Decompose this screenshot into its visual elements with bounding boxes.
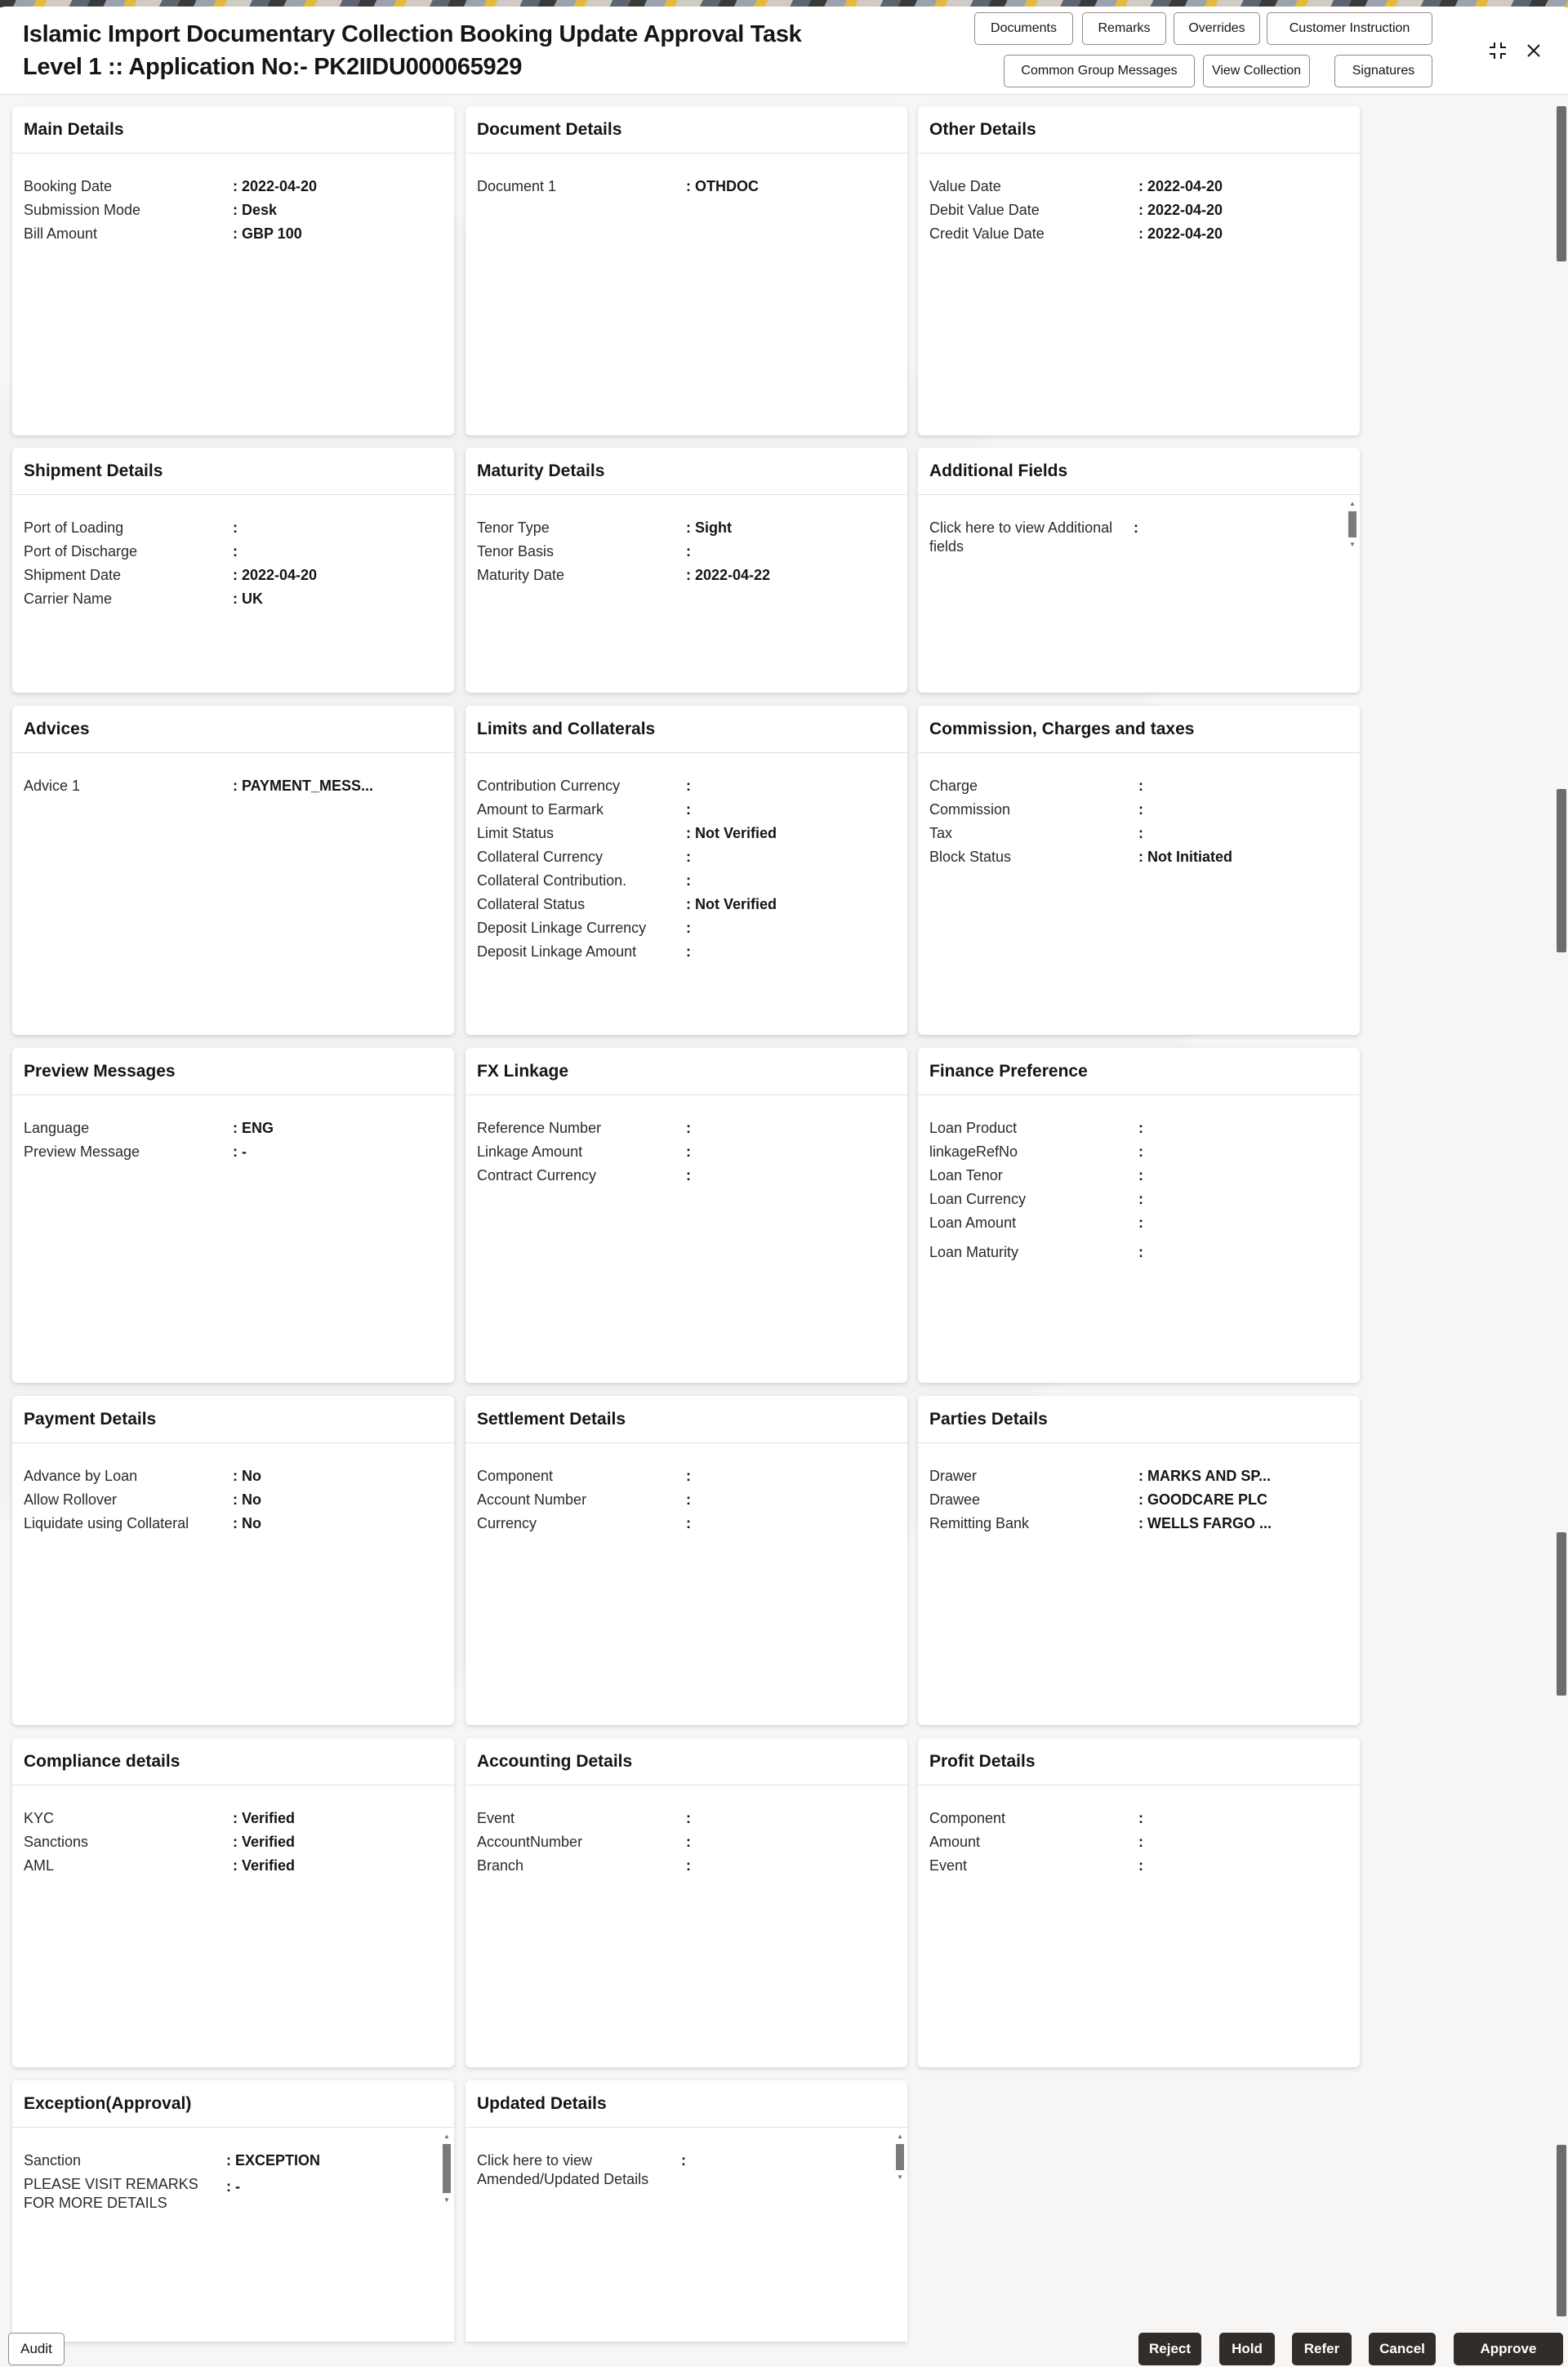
card-title: Additional Fields — [918, 448, 1360, 495]
scrollbar-thumb[interactable] — [1557, 106, 1566, 261]
updated-details-card — [466, 2080, 907, 2342]
card-scrollbar[interactable] — [443, 2133, 451, 2204]
detail-row — [24, 198, 454, 222]
field-value: : Verified — [233, 1834, 296, 1850]
field-label: linkageRefNo — [929, 1143, 1018, 1160]
field-label: Contribution Currency — [477, 778, 621, 794]
approval-dialog — [0, 7, 1568, 2367]
field-label: Commission — [929, 801, 1011, 818]
other-details-card — [918, 106, 1360, 435]
field-value: : — [1138, 1810, 1143, 1826]
field-value: : — [1138, 1167, 1143, 1184]
card-title: Document Details — [466, 106, 907, 154]
scroll-up-icon[interactable]: ▲ — [1349, 500, 1356, 507]
field-label: Tenor Basis — [477, 543, 555, 559]
parties-details-card — [918, 1396, 1360, 1725]
detail-row — [929, 822, 1360, 845]
detail-row — [477, 916, 907, 940]
additional-fields-card — [918, 448, 1360, 693]
additional-fields-link[interactable] — [929, 516, 1360, 559]
detail-row — [24, 1512, 454, 1536]
detail-row — [929, 774, 1360, 798]
field-label: Loan Product — [929, 1120, 1018, 1136]
view-collection-button[interactable]: View Collection — [1203, 55, 1310, 87]
field-value: : - — [226, 2178, 240, 2195]
scrollbar-thumb[interactable] — [1557, 1532, 1566, 1696]
field-value: : UK — [233, 591, 263, 607]
field-label: Booking Date — [24, 178, 113, 194]
detail-row — [477, 1164, 907, 1188]
card-title: Other Details — [918, 106, 1360, 154]
detail-row — [929, 798, 1360, 822]
detail-row — [477, 845, 907, 869]
detail-row — [477, 1807, 907, 1830]
card-title: Exception(Approval) — [12, 2080, 454, 2128]
card-title: Finance Preference — [918, 1048, 1360, 1095]
detail-row — [24, 175, 454, 198]
field-label: KYC — [24, 1810, 55, 1826]
card-title: Maturity Details — [466, 448, 907, 495]
scroll-down-icon[interactable]: ▼ — [897, 2173, 903, 2181]
field-value: : — [686, 943, 691, 960]
limits-collaterals-card — [466, 706, 907, 1035]
field-label: Language — [24, 1120, 90, 1136]
common-group-messages-button[interactable]: Common Group Messages — [1004, 55, 1195, 87]
field-label: Debit Value Date — [929, 202, 1040, 218]
field-value: : — [1138, 1834, 1143, 1850]
title-line-2: Level 1 :: Application No:- PK2IIDU000065929 — [23, 54, 523, 80]
field-value: : Verified — [233, 1857, 296, 1874]
field-label: Port of Discharge — [24, 543, 138, 559]
detail-row — [929, 198, 1360, 222]
field-value: : — [1138, 1244, 1143, 1260]
detail-row — [24, 1488, 454, 1512]
detail-row — [929, 1512, 1360, 1536]
collapse-icon[interactable] — [1485, 38, 1511, 64]
field-label: Advance by Loan — [24, 1468, 138, 1484]
fx-linkage-card — [466, 1048, 907, 1383]
field-value: : — [1138, 778, 1143, 794]
field-value: : Not Initiated — [1138, 849, 1232, 865]
field-value: : — [1134, 519, 1138, 536]
title-line-1: Islamic Import Documentary Collection Booking Update Approval Task — [23, 21, 802, 47]
field-label: Component — [477, 1468, 554, 1484]
card-title: Main Details — [12, 106, 454, 154]
field-label: Allow Rollover — [24, 1491, 118, 1508]
document-details-card — [466, 106, 907, 435]
card-title: Accounting Details — [466, 1738, 907, 1785]
detail-row — [477, 1512, 907, 1536]
detail-row — [929, 175, 1360, 198]
field-label: Collateral Contribution. — [477, 872, 627, 889]
field-label: Event — [929, 1857, 968, 1874]
card-scrollbar[interactable] — [896, 2133, 904, 2182]
field-value: : — [686, 1810, 691, 1826]
field-label: Loan Maturity — [929, 1244, 1019, 1260]
field-value: : — [1138, 1857, 1143, 1874]
field-value: : 2022-04-20 — [233, 567, 318, 583]
documents-button[interactable]: Documents — [974, 12, 1073, 45]
detail-row — [24, 540, 454, 564]
field-value: : — [686, 1167, 691, 1184]
approve-button[interactable]: Approve — [1454, 2333, 1563, 2365]
audit-button[interactable]: Audit — [8, 2333, 65, 2365]
field-value: : PAYMENT_MESS... — [233, 778, 374, 794]
accounting-details-card — [466, 1738, 907, 2067]
field-label: Loan Amount — [929, 1215, 1017, 1231]
field-label: Linkage Amount — [477, 1143, 583, 1160]
customer-instruction-button[interactable]: Customer Instruction — [1267, 12, 1432, 45]
detail-row — [477, 798, 907, 822]
card-title: Settlement Details — [466, 1396, 907, 1443]
field-label: Amount — [929, 1834, 981, 1850]
scrollbar-thumb[interactable] — [1348, 511, 1356, 537]
detail-row — [929, 1211, 1360, 1235]
detail-row — [929, 1188, 1360, 1211]
field-label: Liquidate using Collateral — [24, 1515, 189, 1531]
scroll-down-icon[interactable]: ▼ — [443, 2196, 450, 2204]
field-value: : — [686, 1515, 691, 1531]
card-title: Advices — [12, 706, 454, 753]
card-title: FX Linkage — [466, 1048, 907, 1095]
detail-row — [24, 774, 454, 798]
detail-row — [929, 1117, 1360, 1140]
field-value: : — [686, 1468, 691, 1484]
detail-row — [24, 2149, 454, 2173]
field-label: Collateral Status — [477, 896, 586, 912]
field-label: Reference Number — [477, 1120, 602, 1136]
detail-row — [929, 1807, 1360, 1830]
detail-row — [929, 1488, 1360, 1512]
detail-row — [477, 1140, 907, 1164]
field-value: : GBP 100 — [233, 225, 302, 242]
field-value: : ENG — [233, 1120, 274, 1136]
field-value: : MARKS AND SP... — [1138, 1468, 1272, 1484]
field-value: : — [686, 778, 691, 794]
settlement-details-card — [466, 1396, 907, 1725]
detail-row — [24, 1830, 454, 1854]
refer-button[interactable]: Refer — [1292, 2333, 1352, 2365]
card-scrollbar[interactable] — [1348, 500, 1356, 549]
field-value: : EXCEPTION — [226, 2152, 321, 2169]
field-value: : - — [233, 1143, 247, 1160]
field-label: Branch — [477, 1857, 524, 1874]
detail-row — [929, 1164, 1360, 1188]
field-value: : — [686, 543, 691, 559]
field-value: : — [1138, 825, 1143, 841]
dialog-header — [0, 7, 1568, 95]
detail-row — [24, 1464, 454, 1488]
field-value: : — [233, 543, 238, 559]
dialog-footer — [0, 2329, 1568, 2367]
field-value: : 2022-04-20 — [1138, 178, 1223, 194]
commission-charges-card — [918, 706, 1360, 1035]
maturity-details-card — [466, 448, 907, 693]
detail-row — [929, 1241, 1360, 1264]
detail-row — [477, 1117, 907, 1140]
card-title: Commission, Charges and taxes — [918, 706, 1360, 753]
detail-row — [24, 222, 454, 246]
field-label: Deposit Linkage Amount — [477, 943, 637, 960]
field-label: Port of Loading — [24, 519, 124, 536]
field-label: PLEASE VISIT REMARKS FOR MORE DETAILS — [24, 2176, 198, 2211]
field-value: : 2022-04-20 — [1138, 202, 1223, 218]
field-value: : 2022-04-20 — [1138, 225, 1223, 242]
detail-row — [477, 1830, 907, 1854]
detail-row — [477, 869, 907, 893]
detail-row — [929, 1830, 1360, 1854]
detail-row — [24, 564, 454, 587]
card-title: Profit Details — [918, 1738, 1360, 1785]
card-title: Parties Details — [918, 1396, 1360, 1443]
field-value: : 2022-04-22 — [686, 567, 771, 583]
detail-row — [929, 222, 1360, 246]
field-label: Deposit Linkage Currency — [477, 920, 647, 936]
profit-details-card — [918, 1738, 1360, 2067]
detail-row — [24, 1117, 454, 1140]
field-value: : — [686, 1857, 691, 1874]
field-label: Preview Message — [24, 1143, 140, 1160]
field-label: Bill Amount — [24, 225, 98, 242]
detail-row — [929, 1854, 1360, 1878]
field-value: : No — [233, 1491, 261, 1508]
field-label: Contract Currency — [477, 1167, 597, 1184]
detail-row — [477, 940, 907, 964]
card-title: Payment Details — [12, 1396, 454, 1443]
detail-row — [477, 516, 907, 540]
field-label: Document 1 — [477, 178, 557, 194]
field-value: : — [233, 519, 238, 536]
field-label: Account Number — [477, 1491, 587, 1508]
field-label: Charge — [929, 778, 978, 794]
field-value: : Sight — [686, 519, 732, 536]
field-label: Remitting Bank — [929, 1515, 1030, 1531]
detail-row — [477, 175, 907, 198]
detail-row — [477, 540, 907, 564]
field-label: AccountNumber — [477, 1834, 583, 1850]
page-title — [23, 18, 921, 83]
remarks-button[interactable]: Remarks — [1082, 12, 1166, 45]
field-value: : No — [233, 1468, 261, 1484]
close-icon[interactable] — [1521, 38, 1547, 64]
detail-row — [477, 774, 907, 798]
field-value: : 2022-04-20 — [233, 178, 318, 194]
field-label: Value Date — [929, 178, 1001, 194]
field-label: Credit Value Date — [929, 225, 1045, 242]
main-details-card — [12, 106, 454, 435]
cancel-button[interactable]: Cancel — [1369, 2333, 1436, 2365]
field-label: Event — [477, 1810, 515, 1826]
hold-button[interactable]: Hold — [1219, 2333, 1275, 2365]
field-label: Amount to Earmark — [477, 801, 604, 818]
field-value: : — [686, 1143, 691, 1160]
detail-row — [477, 893, 907, 916]
field-label: Collateral Currency — [477, 849, 604, 865]
field-value: : — [686, 1120, 691, 1136]
field-label: Currency — [477, 1515, 537, 1531]
card-title: Updated Details — [466, 2080, 907, 2128]
field-value: : — [1138, 1120, 1143, 1136]
field-label: AML — [24, 1857, 55, 1874]
detail-row — [24, 1854, 454, 1878]
detail-row — [24, 1140, 454, 1164]
field-label: Sanction — [24, 2152, 82, 2169]
reject-button[interactable]: Reject — [1138, 2333, 1201, 2365]
field-value: : Not Verified — [686, 896, 777, 912]
scrollbar-thumb[interactable] — [1557, 2145, 1566, 2316]
field-value: : — [1138, 1143, 1143, 1160]
field-label: Shipment Date — [24, 567, 122, 583]
field-label: Component — [929, 1810, 1006, 1826]
field-label: Drawer — [929, 1468, 978, 1484]
exception-approval-card — [12, 2080, 454, 2342]
detail-row — [477, 1854, 907, 1878]
compliance-details-card — [12, 1738, 454, 2067]
field-value: : — [1138, 801, 1143, 818]
field-label: Limit Status — [477, 825, 555, 841]
shipment-details-card — [12, 448, 454, 693]
field-label: Advice 1 — [24, 778, 81, 794]
scrollbar-thumb[interactable] — [443, 2144, 451, 2193]
field-value: : — [681, 2152, 686, 2169]
field-label[interactable]: Click here to view Additional fields — [929, 519, 1113, 555]
detail-row — [929, 845, 1360, 869]
detail-row — [477, 1488, 907, 1512]
field-label: Block Status — [929, 849, 1012, 865]
detail-row — [24, 1807, 454, 1830]
detail-row — [24, 516, 454, 540]
scroll-up-icon[interactable]: ▲ — [897, 2133, 903, 2140]
field-value: : — [686, 872, 691, 889]
scrollbar-thumb[interactable] — [1557, 789, 1566, 952]
field-label: Sanctions — [24, 1834, 89, 1850]
detail-row — [477, 822, 907, 845]
field-value: : Not Verified — [686, 825, 777, 841]
card-title: Compliance details — [12, 1738, 454, 1785]
field-value: : — [686, 1834, 691, 1850]
card-title: Shipment Details — [12, 448, 454, 495]
field-label: Drawee — [929, 1491, 981, 1508]
preview-messages-card — [12, 1048, 454, 1383]
detail-row — [929, 1140, 1360, 1164]
field-label: Tax — [929, 825, 953, 841]
field-value: : — [686, 1491, 691, 1508]
field-value: : — [686, 801, 691, 818]
detail-row — [24, 2173, 454, 2216]
field-value: : No — [233, 1515, 261, 1531]
detail-row — [477, 564, 907, 587]
detail-row — [477, 1464, 907, 1488]
field-value: : — [1138, 1215, 1143, 1231]
signatures-button[interactable]: Signatures — [1334, 55, 1432, 87]
field-value: : — [1138, 1191, 1143, 1207]
field-value: : Desk — [233, 202, 278, 218]
field-label: Submission Mode — [24, 202, 141, 218]
overrides-button[interactable]: Overrides — [1174, 12, 1260, 45]
page-scrollbar[interactable] — [1557, 103, 1566, 2325]
detail-row — [24, 587, 454, 611]
field-value: : — [686, 849, 691, 865]
field-label: Tenor Type — [477, 519, 550, 536]
scroll-down-icon[interactable]: ▼ — [1349, 541, 1356, 548]
field-value: : GOODCARE PLC — [1138, 1491, 1268, 1508]
field-value: : WELLS FARGO ... — [1138, 1515, 1272, 1531]
field-label[interactable]: Click here to view Amended/Updated Details — [477, 2152, 649, 2187]
detail-row — [929, 1464, 1360, 1488]
scroll-up-icon[interactable]: ▲ — [443, 2133, 450, 2140]
field-label: Carrier Name — [24, 591, 113, 607]
field-value: : — [686, 920, 691, 936]
card-title: Preview Messages — [12, 1048, 454, 1095]
card-title: Limits and Collaterals — [466, 706, 907, 753]
updated-details-link[interactable] — [477, 2149, 907, 2192]
field-label: Loan Currency — [929, 1191, 1027, 1207]
field-value: : Verified — [233, 1810, 296, 1826]
field-value: : OTHDOC — [686, 178, 759, 194]
finance-preference-card — [918, 1048, 1360, 1383]
payment-details-card — [12, 1396, 454, 1725]
scrollbar-thumb[interactable] — [896, 2144, 904, 2170]
field-label: Loan Tenor — [929, 1167, 1003, 1184]
advices-card — [12, 706, 454, 1035]
field-label: Maturity Date — [477, 567, 565, 583]
